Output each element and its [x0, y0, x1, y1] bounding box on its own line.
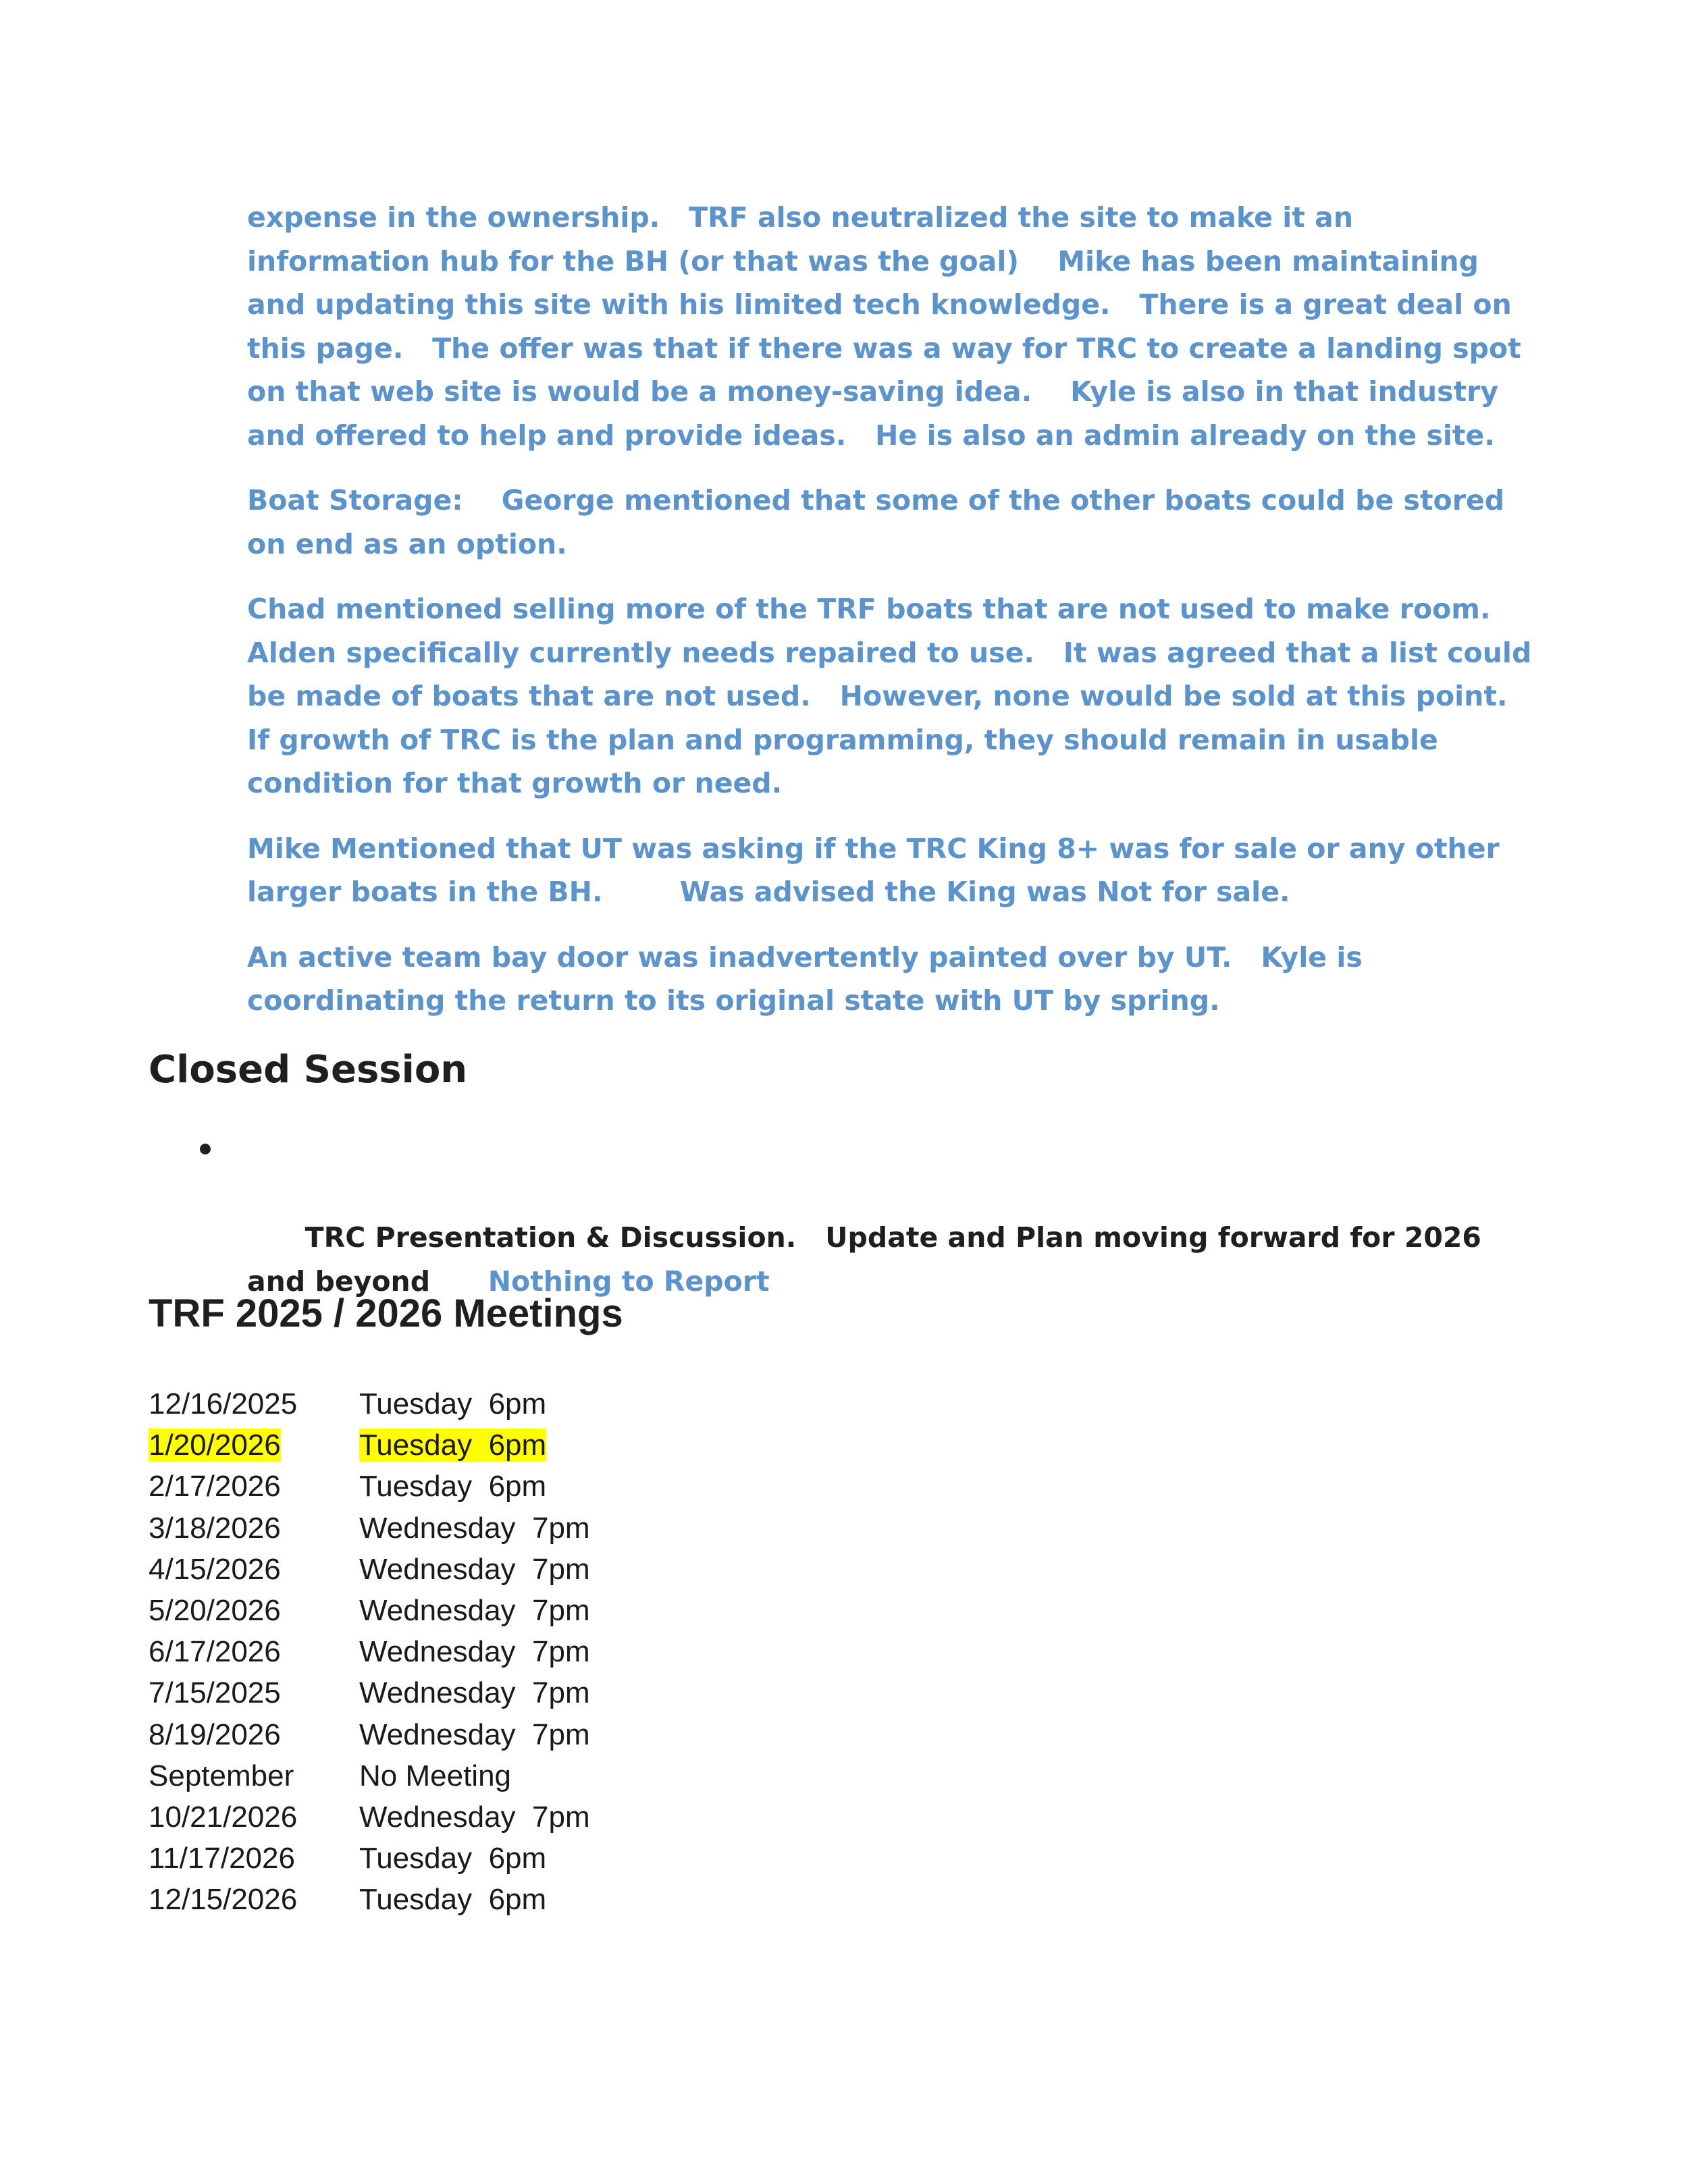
- meeting-day-time: Wednesday 7pm: [359, 1593, 590, 1627]
- meeting-day-time: Wednesday 7pm: [359, 1552, 590, 1586]
- meeting-day-time: Tuesday 6pm: [359, 1883, 547, 1917]
- meeting-date: September: [149, 1759, 294, 1792]
- notes-paragraph-website: expense in the ownership. TRF also neutralized the site to make it an information hub for the BH (or that was the goal) Mike has been maintaining and updating this site with his limited tech knowledge. There is a great deal on this page. The offer was that if there was a way for TRC to create a landing spot on that web site is would be a money-saving idea. Kyle is also in that industry and offered to help and provide ideas. He is also an admin already on the site.: [247, 201, 1531, 452]
- closed-session-item-note: Nothing to Report: [487, 1264, 770, 1298]
- meeting-date: 5/20/2026: [149, 1593, 281, 1627]
- notes-paragraph-bay-door: An active team bay door was inadvertently painted over by UT. Kyle is coordinating the return to its original state with UT by spring.: [247, 940, 1373, 1017]
- meeting-date: 12/15/2026: [149, 1883, 298, 1917]
- meeting-date: 10/21/2026: [149, 1800, 298, 1834]
- meeting-day-time: Wednesday 7pm: [359, 1511, 590, 1545]
- meeting-date: 11/17/2026: [149, 1842, 295, 1875]
- notes-paragraph-boat-storage: Boat Storage: George mentioned that some of the other boats could be stored on end as an option.: [247, 484, 1514, 560]
- meeting-date: 8/19/2026: [149, 1717, 281, 1751]
- meeting-date: 6/17/2026: [149, 1635, 281, 1669]
- meeting-day-time: Wednesday 7pm: [359, 1635, 590, 1669]
- meeting-day-time: Tuesday 6pm: [359, 1387, 547, 1420]
- meeting-day-time: Wednesday 7pm: [359, 1800, 590, 1834]
- meeting-date: 3/18/2026: [149, 1511, 281, 1545]
- meeting-notes: [247, 196, 1544, 1044]
- meeting-date: 2/17/2026: [149, 1470, 281, 1503]
- meetings-heading: TRF 2025 / 2026 Meetings: [149, 1291, 623, 1335]
- meeting-day-time: Wednesday 7pm: [359, 1676, 590, 1710]
- meeting-day-time: Tuesday 6pm: [359, 1470, 547, 1503]
- meeting-day-time: Wednesday 7pm: [359, 1717, 590, 1751]
- meeting-date: 4/15/2026: [149, 1552, 281, 1586]
- meeting-day-time: Tuesday 6pm: [359, 1429, 547, 1462]
- meeting-day-time: Tuesday 6pm: [359, 1842, 547, 1875]
- meeting-date: 7/15/2025: [149, 1676, 281, 1710]
- notes-paragraph-selling-boats: Chad mentioned selling more of the TRF boats that are not used to make room. Alden specifically currently needs repaired to use. It was agreed that a list could be made of boats that are not used. However, none would be sold at this point. If growth of TRC is the plan and programming, they should remain in usable condition for that growth or need.: [247, 593, 1541, 799]
- meeting-date: 1/20/2026: [149, 1429, 281, 1462]
- closed-session-item-text: TRC Presentation & Discussion. Update and Plan moving forward for 2026 and beyond: [247, 1221, 1492, 1298]
- notes-paragraph-king-boat: Mike Mentioned that UT was asking if the TRC King 8+ was for sale or any other larger boats in the BH. Was advised the King was Not for sale.: [247, 832, 1510, 908]
- closed-session-heading: Closed Session: [149, 1048, 468, 1092]
- meeting-date: 12/16/2025: [149, 1387, 298, 1420]
- bullet-icon: [200, 1144, 211, 1154]
- meeting-day-time: No Meeting: [359, 1759, 512, 1792]
